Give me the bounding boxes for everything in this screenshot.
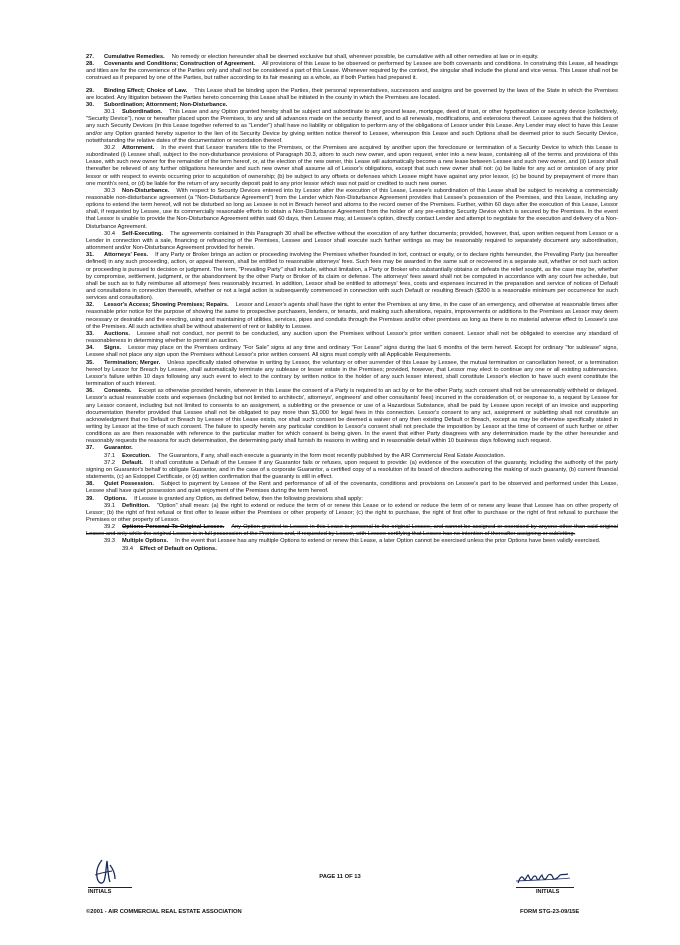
lease-paragraph (86, 102, 618, 109)
subparagraph-number: 37.2 (104, 459, 116, 466)
subparagraph-number: 39.4 (122, 545, 134, 552)
paragraph-heading: Self-Executing. (122, 230, 164, 237)
paragraph-text: Any Option granted to Lessee in this Lease is personal to the original Lessee, and cannot be assigned or exercised by anyone other than said original Lessee and only while the original Lessee is in full possession of the Premises and, if requested by Lessor, with Lessee certifying that Lessee has no intention of thereafter assigning or subletting. (86, 524, 618, 538)
lease-body (86, 54, 618, 553)
paragraph-heading: Cumulative Remedies. (104, 54, 165, 60)
paragraph-text: Except as otherwise provided herein, wherever in this Lease the consent of a Party is required to an act by or for the other Party, such consent shall not be unreasonably withheld or delayed. Lessor's actual reasonable costs and expenses (including but not limited to architects', attorneys', engineers' and other consultants' fees) incurred in the consideration of, or response to, a request by Lessee for any Lessor consent, including but not limited to consents to an assignment, a subletting or the presence or use of a Hazardous Substance, shall be paid by Lessee upon receipt of an invoice and supporting documentation therefor provided that Lessee shall not be obligated to pay more than $1,000 for legal fees in this connection. Lessor's consent to any act, assignment or subletting shall not constitute an acknowledgment that no Default or Breach by Lessee of this Lease exists, nor shall such consent be deemed a waiver of any then existing Default or Breach, except as may be otherwise specifically stated in writing by Lessor at the time of such consent. The failure to specify herein any particular condition to Lessor's consent shall not preclude the imposition by Lessor at the time of consent of such further or other conditions as are then reasonable with reference to the particular matter for which consent is being given. In the event that either Party disagrees with any determination made by the other hereunder and reasonably requests the reasons for such determination, the determining party shall furnish its reasons in writing and in reasonable detail within 10 business days following such request. (86, 388, 618, 445)
form-number: FORM STG-23-09/15E (520, 909, 580, 915)
handwritten-initials-right (512, 869, 574, 887)
paragraph-text: It shall constitute a Default of the Lessee if any Guarantor fails or refuses, upon request to provide: (a) evidence of the execution of the guaranty, including the authority of the party signing on Guarantor's behalf to obligate Guarantor, and in the case of a corporate Guarantor, a certified copy of a resolution of its board of directors authorizing the making of such guaranty, (b) current financial statements, (c) an Estoppel Certificate, or (d) written confirmation that the guaranty is still in effect. (86, 459, 618, 481)
lease-paragraph (86, 538, 618, 545)
lease-paragraph (86, 345, 618, 359)
paragraph-number: 39. (86, 495, 94, 502)
subparagraph-number: 37.1 (104, 452, 116, 459)
lease-paragraph (86, 54, 618, 61)
paragraph-heading: Binding Effect; Choice of Law. (104, 87, 188, 94)
paragraph-heading: Auctions. (104, 330, 130, 337)
subparagraph-number: 39.2 (104, 524, 116, 531)
paragraph-text: With respect to Security Devices entered into by Lessor after the execution of this Lease, Lessee's subordination of this Lease shall be subject to receiving a commercially reasonable non-disturbance agreement (a "Non-Disturbance Agreement") from the Lender which Non-Disturbance Agreement provides that Lessee's possession of the Premises, and this Lease, including any options to extend the term hereof, will not be disturbed so long as Lessee is not in Breach hereof and attorns to the record owner of the Premises. Further, within 60 days after the execution of this Lease, Lessor shall, if requested by Lessee, use its commercially reasonable efforts to obtain a Non-Disturbance Agreement from the holder of any pre-existing Security Device which is secured by the Premises. In the event that Lessor is unable to provide the Non-Disturbance Agreement within said 60 days, then Lessee may, at Lessee's option, directly contact Lender and attempt to negotiate for the execution and delivery of a Non-Disturbance Agreement. (86, 187, 618, 230)
paragraph-number: 35. (86, 359, 94, 366)
paragraph-heading: Quiet Possession. (104, 481, 154, 488)
paragraph-number: 33. (86, 330, 94, 337)
subparagraph-number: 39.3 (104, 538, 116, 545)
paragraph-heading: Execution. (122, 452, 151, 459)
subparagraph-number: 30.2 (104, 144, 116, 151)
paragraph-text: The agreements contained in this Paragraph 30 shall be effective without the execution of any further documents; provided, however, that, upon written request from Lessor or a Lender in connection with a sale, financing or refinancing of the Premises, Lessee and Lessor shall execute such further writings as may be reasonably required to separately document any subordination, attornment and/or Non-Disturbance Agreement provided for herein. (86, 230, 618, 252)
paragraph-number: 31. (86, 252, 94, 259)
paragraph-text: Lessor may place on the Premises ordinary "For Sale" signs at any time and ordinary "For Lease" signs during the last 6 months of the term hereof. Except for ordinary "for sublease" signs, Lessee shall not place any sign upon the Premises without Lessor's prior written consent. All signs must comply with all Applicable Requirements. (86, 345, 618, 359)
paragraph-heading: Termination; Merger. (104, 359, 161, 366)
paragraph-text: The Guarantors, if any, shall each execute a guaranty in the form most recently published by the AIR Commercial Real Estate Association. (157, 452, 506, 459)
paragraph-text: "Option" shall mean: (a) the right to extend or reduce the term of or renew this Lease or to extend or reduce the term of or renew any lease that Lessee has on other property of Lessor; (b) the right of first refusal or first offer to lease either the Premises or other property of Lessor; (c) the right to purchase, the right of first offer to purchase or the right of first refusal to purchase the Premises or other property of Lessor. (86, 502, 618, 523)
lease-paragraph (86, 496, 618, 503)
lease-paragraph (86, 145, 618, 188)
paragraph-text: All provisions of this Lease to be observed or performed by Lessee are both covenants and conditions. In construing this Lease, all headings and titles are for the convenience of the Parties only and shall not be considered a part of this Lease. Whenever required by the context, the singular shall include the plural and vice versa. This Lease shall not be construed as if prepared by one of the Parties, but rather according to its fair meaning as a whole, as if both Parties had prepared it. (86, 61, 619, 82)
paragraph-heading: Non-Disturbance. (122, 187, 170, 194)
paragraph-heading: Subordination; Attornment; Non-Disturbance. (104, 101, 228, 108)
lease-paragraph (86, 61, 618, 82)
initials-line-left (88, 887, 132, 888)
paragraph-heading: Multiple Options. (122, 538, 169, 545)
lease-paragraph (86, 460, 618, 481)
lease-paragraph (86, 445, 618, 452)
page-number: PAGE 11 OF 13 (319, 874, 361, 880)
initials-line-right (516, 887, 574, 888)
paragraph-text: In the event that Lessee has any multiple Options to extend or renew this Lease, a later Option cannot be exercised unless the prior Options have been validly exercised. (175, 538, 601, 545)
paragraph-heading: Effect of Default on Options. (140, 545, 217, 552)
subparagraph-number: 30.1 (104, 109, 116, 116)
paragraph-text: In the event that Lessor transfers title to the Premises, or the Premises are acquired by another upon the foreclosure or termination of a Security Device to which this Lease is subordinated (i) Lessee shall, subject to the non-disturbance provisions of Paragraph 30.3, attorn to such new owner, and upon request, enter into a new lease, containing all of the terms and provisions of this Lease, with such new owner for the remainder of the term hereof, or, at the election of the new owner, this Lease will automatically become a new lease between Lessee and such new owner, and (ii) Lessor shall thereafter be relieved of any further obligations hereunder and such new owner shall assume all of Lessor's obligations, except that such new owner shall not: (a) be liable for any act or omission of any prior lessor or with respect to events occurring prior to acquisition of ownership; (b) be subject to any offsets or defenses which Lessee might have against any prior lessor, (c) be bound by prepayment of more than one month's rent, or (d) be liable for the return of any security deposit paid to any prior lessor which was not paid or credited to such new owner. (86, 144, 618, 187)
paragraph-text: If Lessee is granted any Option, as defined below, then the following provisions shall apply: (134, 495, 363, 502)
paragraph-heading: Options. (104, 495, 128, 502)
lessee-initials-block (512, 869, 574, 895)
lease-paragraph (86, 453, 618, 460)
lease-paragraph (86, 252, 618, 302)
paragraph-heading: Covenants and Conditions; Construction of Agreement. (104, 61, 256, 68)
lease-paragraph (86, 88, 618, 102)
lease-paragraph (86, 231, 618, 252)
paragraph-number: 37. (86, 445, 94, 452)
lease-paragraph (86, 360, 618, 389)
lease-paragraph (86, 524, 618, 538)
paragraph-heading: Attorneys' Fees. (104, 252, 149, 259)
paragraph-heading: Guarantor. (104, 445, 133, 452)
lease-paragraph (86, 109, 618, 145)
paragraph-heading: Definition. (122, 502, 150, 509)
lease-paragraph (86, 546, 618, 553)
paragraph-number: 29. (86, 87, 94, 94)
paragraph-text: This Lease shall be binding upon the Parties, their personal representatives, successors and assigns and be governed by the laws of the State in which the Premises are located. Any litigation between the Parties hereto concerning this Lease shall be initiated in the county in which the Premises are located. (86, 87, 618, 101)
paragraph-number: 38. (86, 481, 94, 488)
handwritten-initials-left (88, 857, 132, 889)
paragraph-text: Lessee shall not conduct, nor permit to be conducted, any auction upon the Premises without Lessor's prior written consent. Lessor shall not be obligated to exercise any standard of reasonableness in determining whether to permit an auction. (86, 330, 618, 345)
copyright-notice: ©2001 - AIR COMMERCIAL REAL ESTATE ASSOCIATION (86, 909, 242, 915)
paragraph-text: This Lease and any Option granted hereby shall be subject and subordinate to any ground lease, mortgage, deed of trust, or other hypothecation or security device (collectively, "Security Device"), now or hereafter placed upon the Premises, to any and all advances made on the security thereof, and to all renewals, modifications, and extensions thereof. Lessee agrees that the holders of any such Security Devices (in this Lease together referred to as "Lender") shall have no liability or obligation to perform any of the obligations of Lessor under this Lease. Any Lender may elect to have this Lease and/or any Option granted hereby superior to the lien of its Security Device by giving written notice thereof to Lessee, whereupon this Lease and such Options shall be deemed prior to such Security Device, notwithstanding the relative dates of the documentation or recordation thereof. (86, 109, 618, 144)
paragraph-heading: Signs. (104, 345, 122, 352)
initials-label-left: INITIALS (88, 889, 112, 895)
paragraph-heading: Consents. (104, 388, 132, 395)
paragraph-text: Lessor and Lessor's agents shall have the right to enter the Premises at any time, in the case of an emergency, and otherwise at reasonable times after reasonable prior notice for the purpose of showing the same to prospective purchasers, lenders, or tenants, and making such alterations, repairs, improvements or additions to the Premises as Lessor may deem necessary or desirable and the erecting, using and maintaining of utilities, services, pipes and conduits through the Premises and/or other premises as long as there is no material adverse effect to Lessee's use of the Premises. All such activities shall be without abatement of rent or liability to Lessee. (86, 302, 618, 330)
paragraph-text: Unless specifically stated otherwise in writing by Lessor, the voluntary or other surrender of this Lease by Lessee, the mutual termination or cancellation hereof, or a termination hereof by Lessor for Breach by Lessee, shall automatically terminate any sublease or lesser estate in the Premises; provided, however, that Lessor may elect to continue any one or all existing subtenancies. Lessor's failure within 10 days following any such event to elect to the contrary by written notice to the holder of any such lesser interest, shall constitute Lessor's election to have such event constitute the termination of such interest. (86, 359, 618, 388)
subparagraph-number: 30.3 (104, 187, 116, 194)
paragraph-number: 27. (86, 54, 94, 60)
initials-label-right: INITIALS (536, 889, 560, 895)
lease-paragraph (86, 188, 618, 231)
paragraph-number: 32. (86, 302, 94, 309)
subparagraph-number: 30.4 (104, 230, 116, 237)
paragraph-heading: Attornment. (122, 144, 155, 151)
paragraph-number: 36. (86, 388, 94, 395)
lease-paragraph (86, 503, 618, 524)
subparagraph-number: 39.1 (104, 502, 116, 509)
lease-paragraph (86, 302, 618, 331)
paragraph-text: If any Party or Broker brings an action or proceeding involving the Premises whether founded in tort, contract or equity, or to declare rights hereunder, the Prevailing Party (as hereafter defined) in any such proceeding, action, or appeal thereon, shall be entitled to reasonable attorneys' fees. Such fees may be awarded in the same suit or recovered in a separate suit, whether or not such action or proceeding is pursued to decision or judgment. The term, "Prevailing Party" shall include, without limitation, a Party or Broker who substantially obtains or defeats the relief sought, as the case may be, whether by compromise, settlement, judgment, or the abandonment by the other Party or Broker of its claim or defense. The attorneys' fees award shall not be computed in accordance with any court fee schedule, but shall be such as to fully reimburse all attorneys' fees reasonably incurred. In addition, Lessor shall be entitled to attorneys' fees, costs and expenses incurred in the preparation and service of notices of Default and consultations in connection therewith, whether or not a legal action is subsequently commenced in connection with such Default or resulting Breach ($200 is a reasonable minimum per occurrence for such services and consultation). (86, 252, 618, 302)
paragraph-heading: Options Personal To Original Lessee. (122, 524, 225, 531)
paragraph-heading: Subordination. (122, 109, 163, 116)
paragraph-heading: Default. (122, 459, 143, 466)
paragraph-heading: Lessor's Access; Showing Premises; Repairs. (104, 302, 229, 309)
paragraph-text: No remedy or election hereunder shall be deemed exclusive but shall, wherever possible, be cumulative with all other remedies at law or in equity. (171, 54, 539, 60)
paragraph-text: Subject to payment by Lessee of the Rent and performance of all of the covenants, conditions and provisions on Lessee's part to be observed and performed under this Lease, Lessee shall have quiet possession and quiet enjoyment of the Premises during the term hereof. (86, 481, 619, 495)
lease-paragraph (86, 388, 618, 445)
lease-paragraph (86, 481, 618, 495)
paragraph-number: 34. (86, 345, 94, 352)
lease-paragraph (86, 331, 618, 345)
paragraph-number: 28. (86, 61, 94, 68)
paragraph-number: 30. (86, 101, 94, 108)
